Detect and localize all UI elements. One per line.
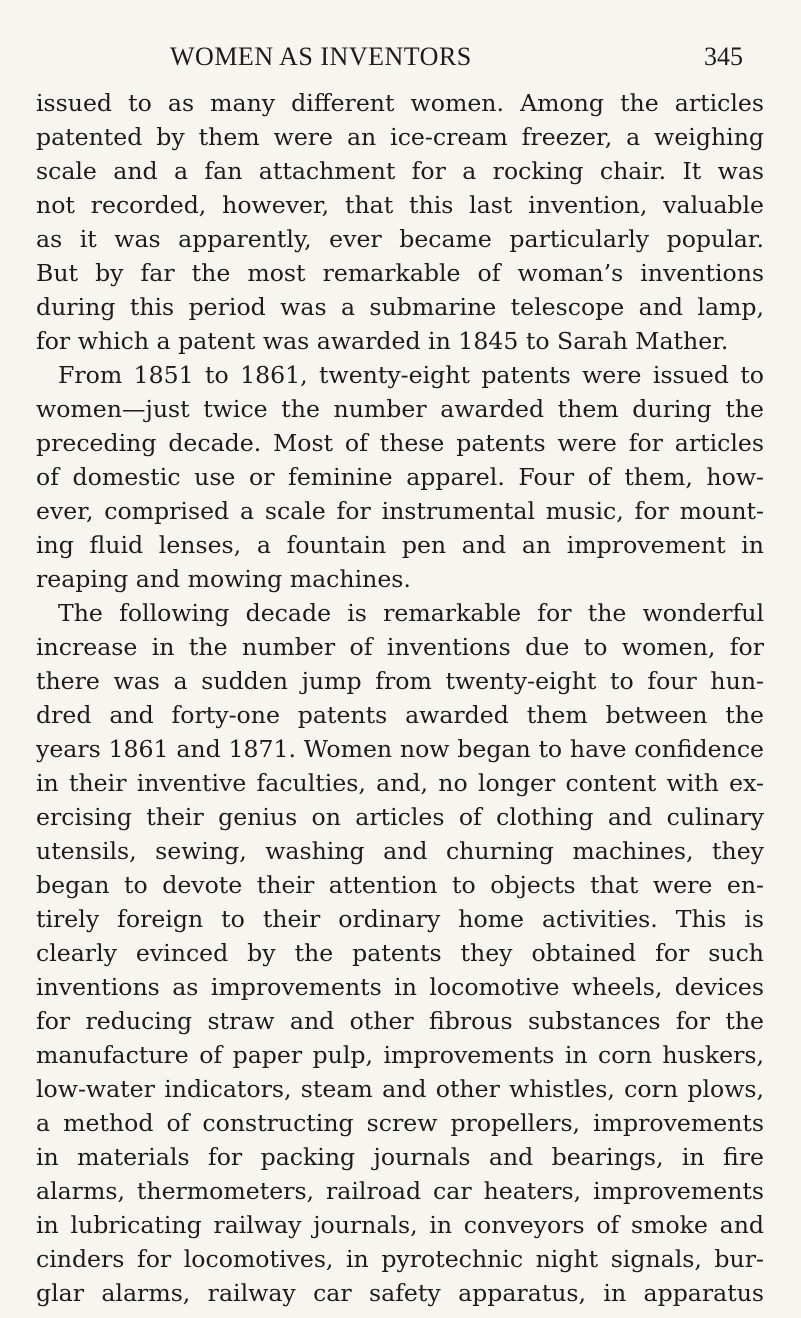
body-text xyxy=(36,86,764,1310)
text-line: preceding decade. Most of these patents were for articles xyxy=(36,429,764,457)
text-line: in their inventive faculties, and, no longer content with ex- xyxy=(36,769,764,797)
text-line: tirely foreign to their ordinary home activities. This is xyxy=(36,905,764,933)
text-line: dred and forty-one patents awarded them between the xyxy=(36,701,764,729)
text-line: glar alarms, railway car safety apparatus, in apparatus xyxy=(36,1279,764,1307)
running-head xyxy=(0,42,801,76)
text-line: clearly evinced by the patents they obtained for such xyxy=(36,939,764,967)
text-line: But by far the most remarkable of woman’s inventions xyxy=(36,259,764,287)
text-line: From 1851 to 1861, twenty-eight patents were issued to xyxy=(58,361,764,389)
text-line: issued to as many different women. Among the articles xyxy=(36,89,764,117)
text-line: ing fluid lenses, a fountain pen and an improvement in xyxy=(36,531,764,559)
text-line: ercising their genius on articles of clothing and culinary xyxy=(36,803,764,831)
text-line: women—just twice the number awarded them during the xyxy=(36,395,764,423)
text-line: cinders for locomotives, in pyrotechnic night signals, bur- xyxy=(36,1245,764,1273)
text-line: years 1861 and 1871. Women now began to have confidence xyxy=(36,735,764,763)
text-line: during this period was a submarine telescope and lamp, xyxy=(36,293,764,321)
text-line: in materials for packing journals and bearings, in fire xyxy=(36,1143,764,1171)
page-number: 345 xyxy=(704,42,743,71)
text-line: for which a patent was awarded in 1845 to Sarah Mather. xyxy=(36,327,729,355)
text-line: there was a sudden jump from twenty-eight to four hun- xyxy=(36,667,764,695)
text-line: began to devote their attention to objects that were en- xyxy=(36,871,764,899)
text-line: inventions as improvements in locomotive wheels, devices xyxy=(36,973,764,1001)
text-line: scale and a fan attachment for a rocking chair. It was xyxy=(36,157,764,185)
text-line: ever, comprised a scale for instrumental music, for mount- xyxy=(36,497,764,525)
text-line: manufacture of paper pulp, improvements in corn huskers, xyxy=(36,1041,764,1069)
text-line: The following decade is remarkable for the wonderful xyxy=(58,599,764,627)
text-line: alarms, thermometers, railroad car heaters, improvements xyxy=(36,1177,764,1205)
text-line: increase in the number of inventions due to women, for xyxy=(36,633,764,661)
text-line: patented by them were an ice-cream freezer, a weighing xyxy=(36,123,764,151)
text-line: a method of constructing screw propellers, improvements xyxy=(36,1109,764,1137)
text-line: as it was apparently, ever became particularly popular. xyxy=(36,225,764,253)
text-line: in lubricating railway journals, in conveyors of smoke and xyxy=(36,1211,764,1239)
text-line: reaping and mowing machines. xyxy=(36,565,411,593)
running-title: WOMEN AS INVENTORS xyxy=(170,42,472,71)
text-line: not recorded, however, that this last invention, valuable xyxy=(36,191,764,219)
text-line: utensils, sewing, washing and churning machines, they xyxy=(36,837,764,865)
text-line: for reducing straw and other fibrous substances for the xyxy=(36,1007,764,1035)
text-line: low-water indicators, steam and other whistles, corn plows, xyxy=(36,1075,764,1103)
text-line: of domestic use or feminine apparel. Four of them, how- xyxy=(36,463,764,491)
